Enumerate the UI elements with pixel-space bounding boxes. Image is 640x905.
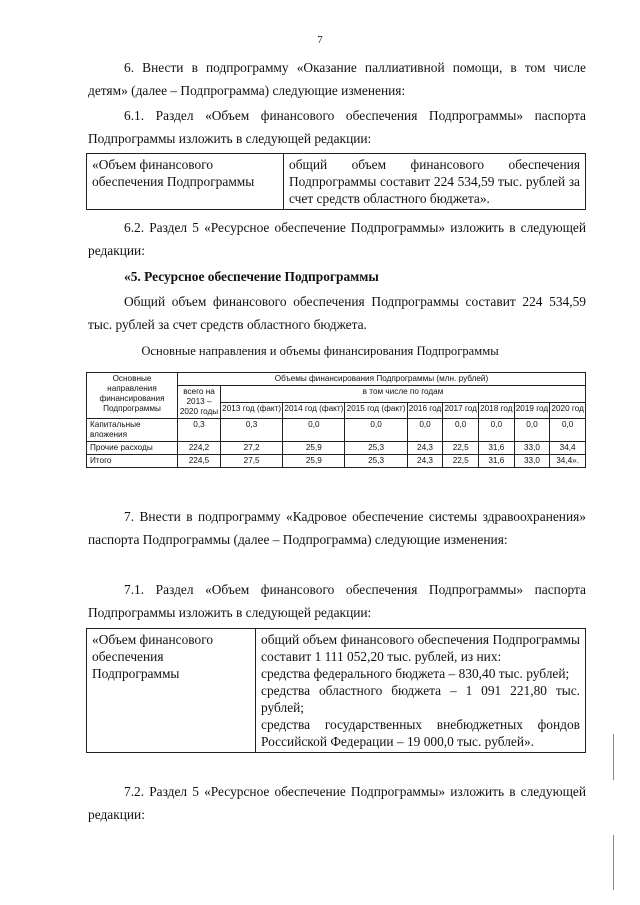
table-cell: 0,0	[345, 419, 407, 442]
table-cell: 0,0	[550, 419, 586, 442]
table-cell: 22,5	[443, 455, 479, 468]
table-cell: 25,9	[283, 442, 345, 455]
funding-line: средства государственных внебюджетных фондов Российской Федерации – 19 000,0 тыс. рублей».	[261, 717, 580, 749]
table-cell: 0,0	[514, 419, 550, 442]
table-cell: 24,3	[407, 442, 443, 455]
table-cell: 0,0	[478, 419, 514, 442]
table-cell: 33,0	[514, 455, 550, 468]
scan-margin-line	[613, 835, 614, 890]
section-5-heading: «5. Ресурсное обеспечение Подпрограммы	[124, 269, 379, 284]
table-cell: 24,3	[407, 455, 443, 468]
header-year: 2020 год	[550, 402, 586, 419]
table-cell: 0,3	[178, 419, 221, 442]
table-cell: 224,5	[178, 455, 221, 468]
header-year: 2019 год	[514, 402, 550, 419]
scan-margin-line	[613, 734, 614, 780]
table-cell: 27,2	[221, 442, 283, 455]
row-label: Капитальные вложения	[87, 419, 178, 442]
table-cell: 27,5	[221, 455, 283, 468]
funding-box-palliative	[86, 153, 586, 210]
funding-table-title: Основные направления и объемы финансирования Подпрограммы	[141, 344, 499, 358]
header-year: 2018 год	[478, 402, 514, 419]
table-cell: 224,2	[178, 442, 221, 455]
table-cell: 33,0	[514, 442, 550, 455]
header-year: 2013 год (факт)	[221, 402, 283, 419]
header-volumes: Объемы финансирования Подпрограммы (млн. рублей)	[178, 373, 586, 386]
page-number: 7	[317, 34, 323, 46]
header-year: 2014 год (факт)	[283, 402, 345, 419]
table-cell: 0,3	[221, 419, 283, 442]
table-cell: 31,6	[478, 442, 514, 455]
section-7-2-text: 7.2. Раздел 5 «Ресурсное обеспечение Подпрограммы» изложить в следующей редакции:	[88, 784, 586, 822]
section-7-intro: 7. Внести в подпрограмму «Кадровое обеспечение системы здравоохранения» паспорта Подпрограммы (далее – Подпрограмма) следующие изменения:	[88, 509, 586, 547]
table-cell: 25,9	[283, 455, 345, 468]
funding-line: общий объем финансового обеспечения Подпрограммы составит 1 111 052,20 тыс. рублей, из них:	[261, 632, 580, 664]
funding-box-details	[256, 629, 586, 753]
table-cell: 34,4».	[550, 455, 586, 468]
table-cell: 22,5	[443, 442, 479, 455]
funding-box-label: «Объем финансового обеспечения Подпрограммы	[87, 629, 256, 753]
row-label: Прочие расходы	[87, 442, 178, 455]
header-by-years: в том числе по годам	[221, 386, 586, 403]
row-label: Итого	[87, 455, 178, 468]
table-cell: 31,6	[478, 455, 514, 468]
section-6-2-text: 6.2. Раздел 5 «Ресурсное обеспечение Подпрограммы» изложить в следующей редакции:	[88, 220, 586, 258]
section-6-1-text: 6.1. Раздел «Объем финансового обеспечения Подпрограммы» паспорта Подпрограммы изложить в следующей редакции:	[88, 108, 586, 146]
section-7-1-text: 7.1. Раздел «Объем финансового обеспечения Подпрограммы» паспорта Подпрограммы изложить в следующей редакции:	[88, 582, 586, 620]
table-row	[87, 442, 586, 455]
table-cell: 0,0	[443, 419, 479, 442]
header-directions: Основные направления финансирования Подпрограммы	[87, 373, 178, 419]
table-row	[87, 455, 586, 468]
header-year: 2016 год	[407, 402, 443, 419]
table-row	[87, 419, 586, 442]
funding-table	[86, 372, 586, 468]
funding-box-value: общий объем финансового обеспечения Подпрограммы составит 224 534,59 тыс. рублей за счет средств областного бюджета».	[284, 154, 586, 210]
header-total: всего на 2013 – 2020 годы	[178, 386, 221, 419]
section-5-text: Общий объем финансового обеспечения Подпрограммы составит 224 534,59 тыс. рублей за счет средств областного бюджета.	[88, 294, 586, 332]
header-year: 2017 год	[443, 402, 479, 419]
section-6-intro: 6. Внести в подпрограмму «Оказание паллиативной помощи, в том числе детям» (далее – Подпрограмма) следующие изменения:	[88, 60, 586, 98]
table-cell: 25,3	[345, 455, 407, 468]
funding-line: средства областного бюджета – 1 091 221,80 тыс. рублей;	[261, 683, 580, 715]
header-year: 2015 год (факт)	[345, 402, 407, 419]
funding-line: средства федерального бюджета – 830,40 тыс. рублей;	[261, 666, 570, 681]
table-cell: 25,3	[345, 442, 407, 455]
funding-box-staffing	[86, 628, 586, 753]
table-cell: 34,4	[550, 442, 586, 455]
table-cell: 0,0	[407, 419, 443, 442]
funding-box-label: «Объем финансового обеспечения Подпрограммы	[87, 154, 284, 210]
table-cell: 0,0	[283, 419, 345, 442]
